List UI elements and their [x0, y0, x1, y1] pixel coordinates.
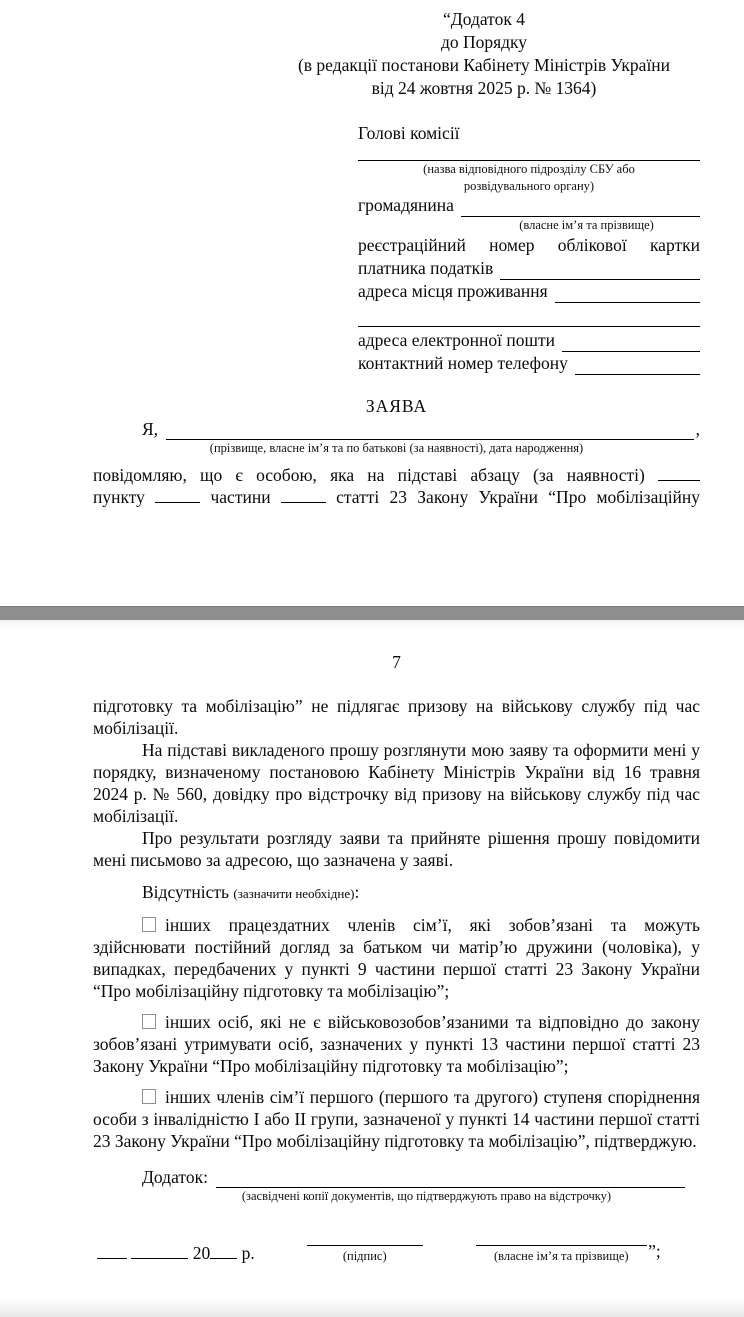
- checkbox-item: [93, 1011, 700, 1077]
- page-break-divider: [0, 606, 744, 620]
- annex-header-line: до Порядку: [440, 32, 528, 52]
- absence-label: Відсутність: [142, 882, 229, 902]
- blank-field: [500, 261, 700, 280]
- field-caption: (прізвище, власне ім’я та по батькові (за наявності), дата народження): [209, 440, 584, 455]
- phone-line: [358, 352, 700, 375]
- paragraph: На підставі викладеного прошу розглянути мою заяву та оформити мені у порядку, визначеному постановою Кабінету Міністрів України від 16 травня 2024 р. № 560, довідку про відстрочку від призову на військову службу під час мобілізації.: [93, 740, 700, 826]
- blank-field: [476, 1227, 647, 1246]
- blank-field: [358, 312, 700, 327]
- addressee-to: Голові комісії: [358, 123, 460, 143]
- date-suffix: р.: [241, 1243, 255, 1263]
- email-line: [358, 329, 700, 352]
- field-caption: розвідувального органу): [463, 178, 595, 193]
- field-caption: (власне ім’я та прізвище): [493, 1248, 629, 1263]
- blank-field: [216, 1169, 685, 1188]
- email-label: адреса електронної пошти: [358, 329, 555, 350]
- checkbox-item: [93, 914, 700, 1002]
- closing-mark: ”;: [648, 1241, 661, 1261]
- paragraph: підготовку та мобілізацію” не підлягає призову на військову службу під час мобілізації.: [93, 696, 700, 738]
- blank-field: [281, 487, 326, 503]
- rnokpp-label: платника податків: [358, 257, 494, 278]
- blank-field: [97, 1244, 127, 1259]
- paragraph-text: частини: [210, 487, 271, 507]
- signature-row: [93, 1227, 700, 1265]
- paragraph: [93, 486, 700, 508]
- field-caption: (власне ім’я та прізвище): [519, 218, 654, 232]
- absence-colon: :: [354, 882, 360, 902]
- date-year-prefix: 20: [192, 1243, 211, 1263]
- rnokpp-line: [358, 257, 700, 280]
- blank-field: [210, 1244, 237, 1259]
- paragraph-text: статті 23 Закону України “Про мобілізаційну: [336, 487, 701, 507]
- paragraph: [93, 464, 700, 486]
- attachment-line: [93, 1166, 700, 1188]
- blank-field: [166, 421, 694, 440]
- citizen-label: громадянина: [358, 195, 454, 215]
- paragraph: Про результати розгляду заяви та прийняте рішення прошу повідомити мені письмово за адресою, що зазначена у заяві.: [93, 828, 700, 870]
- attachment-label: Додаток:: [142, 1167, 208, 1187]
- blank-field: [307, 1227, 423, 1246]
- name-field: [476, 1227, 661, 1265]
- checkbox-text: інших працездатних членів сім’ї, які зобов’язані та можуть здійснювати постійний догляд за батьком чи матір’ю дружини (чоловіка), у випадках, передбачених у пункті 9 частини першої статті 23 Закону України “Про мобілізаційну підготовку та мобілізацію”;: [93, 915, 700, 1001]
- document-page-1: [0, 0, 744, 606]
- blank-field: [358, 146, 700, 161]
- field-caption: (підпис): [342, 1248, 387, 1263]
- signature-field: [307, 1227, 423, 1265]
- phone-label: контактний номер телефону: [358, 352, 568, 373]
- annex-header-line: “Додаток 4: [443, 9, 525, 29]
- annex-header-line: (в редакції постанови Кабінету Міністрів України: [297, 55, 671, 75]
- absence-note: (зазначити необхідне): [233, 886, 355, 901]
- checkbox-text: інших членів сім’ї першого (першого та другого) ступеня споріднення особи з інвалідністю I або II групи, зазначеної у пункті 14 частини першої статті 23 Закону України “Про мобілізаційну підготовку та мобілізацію”, підтверджую.: [93, 1087, 700, 1151]
- checkbox-icon: [142, 1014, 156, 1029]
- blank-field: [562, 333, 700, 352]
- statement-title: ЗАЯВА: [365, 395, 428, 416]
- field-caption: (назва відповідного підрозділу СБУ або: [423, 162, 635, 176]
- blank-field: [575, 356, 700, 375]
- applicant-comma: ,: [695, 418, 700, 439]
- paragraph-text: пункту: [93, 487, 145, 507]
- date-line: [97, 1242, 255, 1264]
- address-line: [358, 280, 700, 303]
- checkbox-item: [93, 1086, 700, 1152]
- annex-header-line: від 24 жовтня 2025 р. № 1364): [371, 78, 597, 98]
- blank-field: [461, 198, 700, 217]
- annex-header: [268, 8, 700, 100]
- checkbox-text: інших осіб, які не є військовозобов’язаними та відповідно до закону зобов’язані утримувати осіб, зазначених у пункті 13 частини першої статті 23 Закону України “Про мобілізаційну підготовку та мобілізацію”;: [93, 1012, 700, 1076]
- checkbox-icon: [142, 1089, 156, 1104]
- document-page-2: [0, 620, 744, 1317]
- blank-field: [555, 284, 700, 303]
- blank-field: [155, 487, 200, 503]
- absence-heading: [93, 881, 700, 905]
- blank-field: [658, 465, 700, 481]
- page-number: 7: [392, 652, 401, 672]
- checkbox-icon: [142, 917, 156, 932]
- blank-field: [131, 1244, 188, 1259]
- address-label: адреса місця проживання: [358, 280, 548, 301]
- applicant-line: [142, 418, 700, 440]
- field-caption: (засвідчені копії документів, що підтверджують право на відстрочку): [241, 1189, 612, 1203]
- applicant-label: Я,: [142, 418, 159, 439]
- addressee-block: [358, 122, 700, 375]
- citizen-line: [358, 194, 700, 217]
- paragraph-text: повідомляю, що є особою, яка на підставі абзацу (за наявності): [93, 465, 645, 485]
- rnokpp-line: реєстраційний номер облікової картки: [358, 234, 700, 255]
